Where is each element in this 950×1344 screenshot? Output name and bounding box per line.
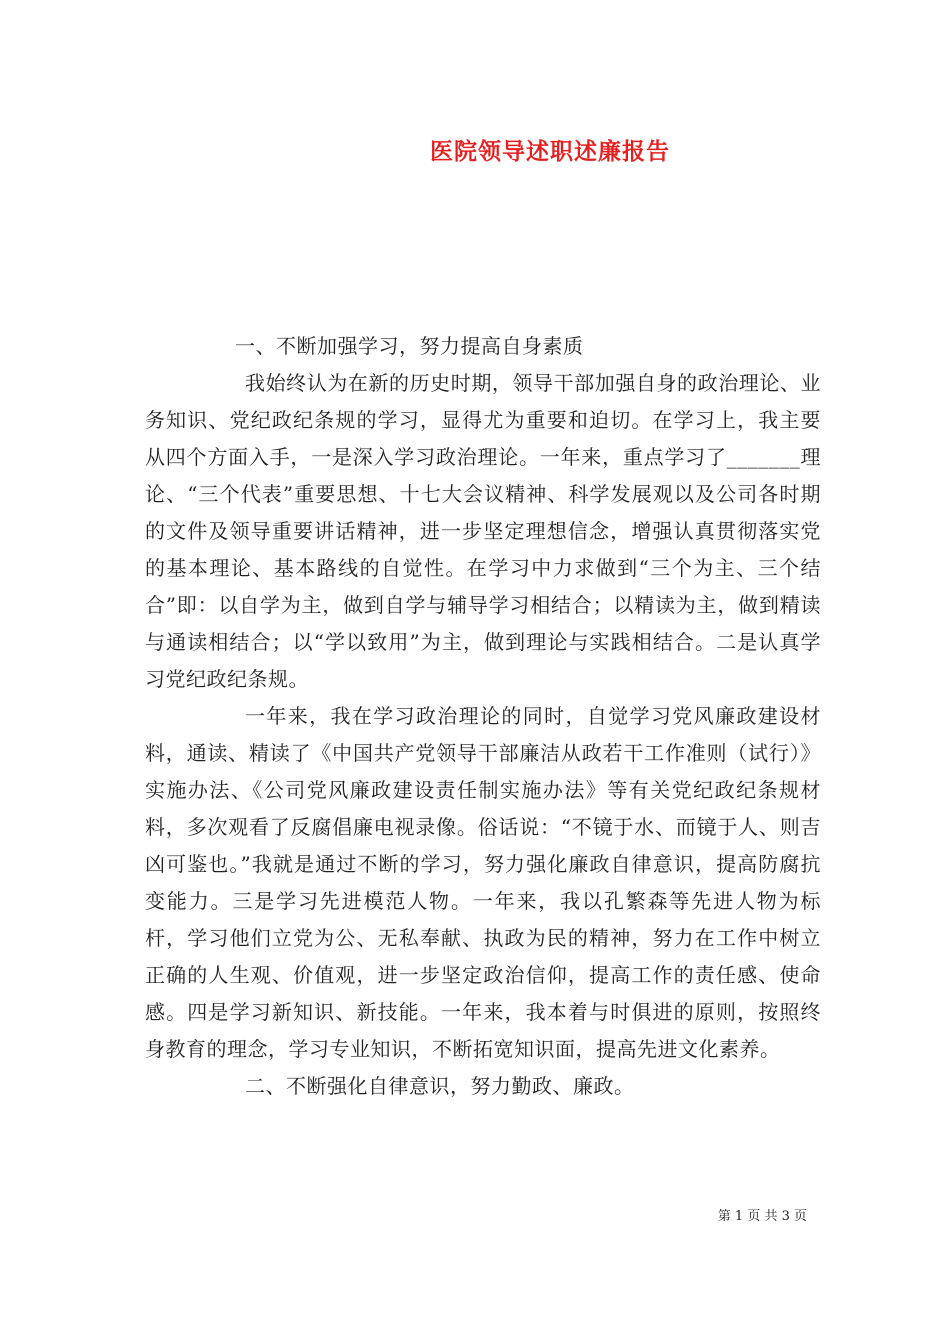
paragraph-2: 一年来，我在学习政治理论的同时，自觉学习党风廉政建设材料，通读、精读了《中国共产党领导干部廉洁从政若干工作准则（试行）》实施办法、《公司党风廉政建设责任制实施办法》等有关党纪政纪条规材料，多次观看了反腐倡廉电视录像。俗话说：“不镜于水、而镜于人、则吉凶可鉴也。”我就是通过不断的学习，努力强化廉政自律意识，提高防腐抗变能力。三是学习先进模范人物。一年来，我以孔繁森等先进人物为标杆，学习他们立党为公、无私奉献、执政为民的精神，努力在工作中树立正确的人生观、价值观，进一步坚定政治信仰，提高工作的责任感、使命感。四是学习新知识、新技能。一年来，我本着与时俱进的原则，按照终身教育的理念，学习专业知识，不断拓宽知识面，提高先进文化素养。 [145, 704, 821, 1061]
section-heading-1: 一、不断加强学习，努力提高自身素质 [235, 334, 584, 358]
document-title: 医院领导述职述廉报告 [430, 138, 670, 165]
page-number-footer: 第 1 页 共 3 页 [717, 1209, 807, 1224]
document-body [145, 328, 821, 1105]
section-heading-2: 二、不断强化自律意识，努力勤政、廉政。 [245, 1074, 635, 1098]
paragraph-1: 我始终认为在新的历史时期，领导干部加强自身的政治理论、业务知识、党纪政纪条规的学习，显得尤为重要和迫切。在学习上，我主要从四个方面入手，一是深入学习政治理论。一年来，重点学习了_______理论、“三个代表”重要思想、十七大会议精神、科学发展观以及公司各时期的文件及领导重要讲话精神，进一步坚定理想信念，增强认真贯彻落实党的基本理论、基本路线的自觉性。在学习中力求做到“三个为主、三个结合”即：以自学为主，做到自学与辅导学习相结合；以精读为主，做到精读与通读相结合；以“学以致用”为主，做到理论与实践相结合。二是认真学习党纪政纪条规。 [145, 371, 821, 691]
